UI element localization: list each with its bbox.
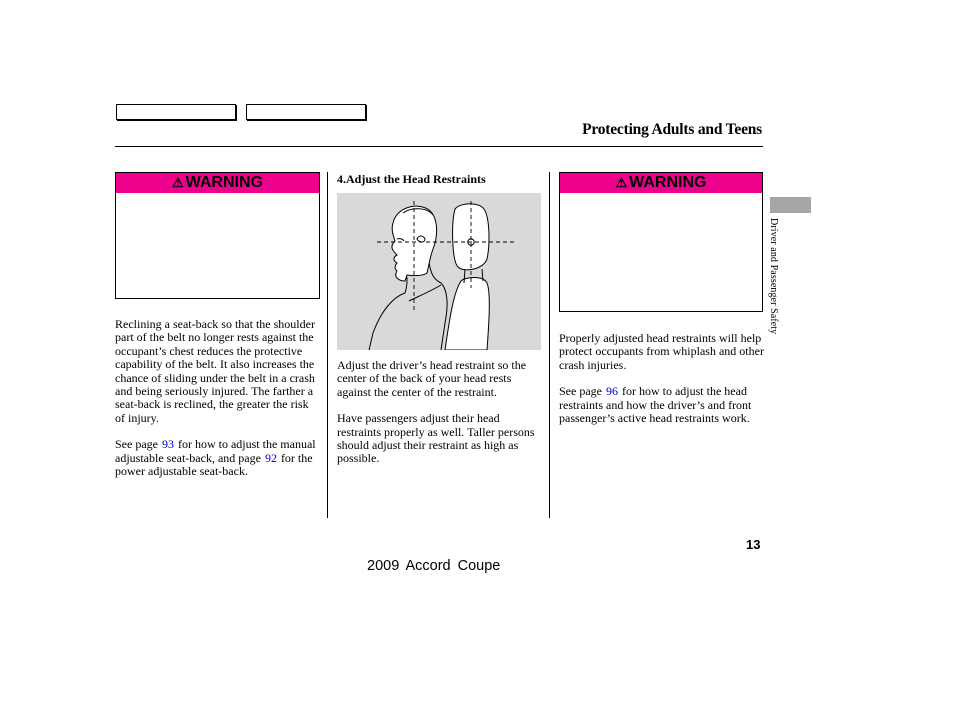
column-2-paragraph-1: Adjust the driver’s head restraint so the center of the back of your head rests against the center of the restraint.	[337, 358, 527, 399]
footer-model: 2009 Accord Coupe	[367, 558, 501, 574]
nav-button-left[interactable]	[116, 104, 236, 120]
section-tab-label: Driver and Passenger Safety	[768, 218, 779, 335]
column-2-paragraph-2: Have passengers adjust their head restraints properly as well. Taller persons should adjust their restraint as high as possible.	[337, 411, 535, 466]
warning-box-left	[115, 172, 320, 299]
warning-header	[560, 173, 762, 193]
column-3-text	[559, 332, 764, 438]
warning-box-right	[559, 172, 763, 312]
warning-icon: ⚠	[172, 175, 184, 190]
see-page-text: See page	[559, 384, 602, 399]
section-heading: 4.Adjust the Head Restraints	[337, 172, 486, 186]
column-1-paragraph: Reclining a seat-back so that the shoulder part of the belt no longer rests against the occupant’s chest reduces the protective capability of the belt. It also increases the chance of sliding under the belt in a crash and being seriously injured. The farther a seat-back is reclined, the greater the risk of injury.	[115, 317, 315, 425]
column-divider-2	[549, 172, 550, 518]
head-restraint-illustration	[337, 193, 541, 350]
see-page-text: See page	[115, 437, 158, 452]
warning-icon: ⚠	[615, 175, 628, 190]
page-title: Protecting Adults and Teens	[582, 121, 762, 138]
page-link-96[interactable]: 96	[605, 384, 618, 399]
page-link-93[interactable]: 93	[161, 437, 174, 452]
illustration-svg	[337, 193, 541, 350]
see-page-text: for the power adjustable seat-back.	[115, 450, 313, 479]
column-3-see-page	[559, 385, 764, 425]
section-tab[interactable]	[770, 197, 811, 213]
column-divider-1	[327, 172, 328, 518]
column-3-paragraph: Properly adjusted head restraints will help protect occupants from whiplash and other crash injuries.	[559, 331, 764, 372]
warning-label: WARNING	[185, 174, 263, 191]
page-link-92[interactable]: 92	[264, 450, 277, 465]
column-1-text	[115, 318, 320, 491]
nav-button-right[interactable]	[246, 104, 366, 120]
column-2-text	[337, 359, 542, 479]
page-number: 13	[746, 537, 761, 552]
column-1-see-page	[115, 438, 320, 478]
see-page-text: for how to adjust the head restraints and how the driver’s and front passenger’s active head restraints work.	[559, 384, 752, 426]
warning-label: WARNING	[629, 174, 707, 191]
header-rule	[115, 146, 763, 147]
warning-header	[116, 173, 319, 193]
see-page-text: for how to adjust the manual adjustable seat-back, and page	[115, 437, 316, 465]
